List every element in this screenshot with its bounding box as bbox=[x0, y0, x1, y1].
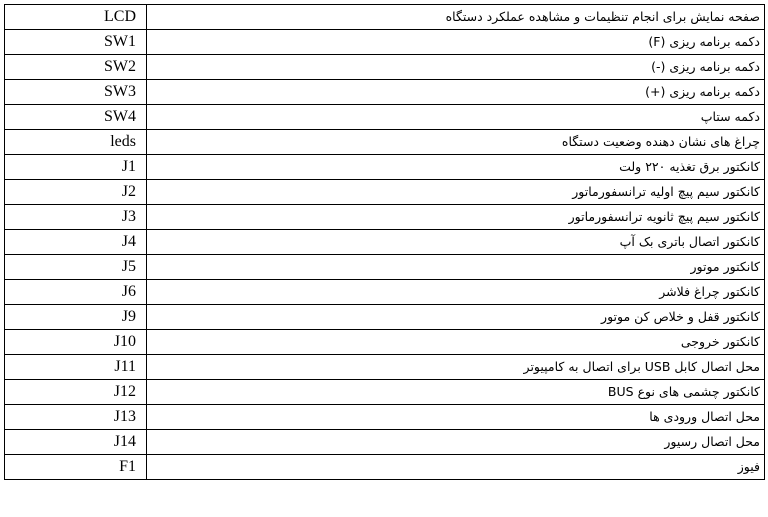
component-description-cell: محل اتصال رسیور bbox=[147, 430, 765, 455]
component-code-cell: J10 bbox=[5, 330, 147, 355]
component-description-cell: کانکتور اتصال باتری بک آپ bbox=[147, 230, 765, 255]
table-row bbox=[5, 230, 765, 255]
component-code-cell: J3 bbox=[5, 205, 147, 230]
component-code-cell: J9 bbox=[5, 305, 147, 330]
component-description-cell: محل اتصال ورودی ها bbox=[147, 405, 765, 430]
table-row bbox=[5, 380, 765, 405]
component-code-cell: J14 bbox=[5, 430, 147, 455]
table-row bbox=[5, 155, 765, 180]
component-code-cell: J11 bbox=[5, 355, 147, 380]
component-description-cell: کانکتور سیم پیچ ثانویه ترانسفورماتور bbox=[147, 205, 765, 230]
components-table bbox=[4, 4, 765, 480]
component-code-cell: LCD bbox=[5, 5, 147, 30]
table-row bbox=[5, 55, 765, 80]
component-description-cell: کانکتور خروجی bbox=[147, 330, 765, 355]
component-description-cell: فیوز bbox=[147, 455, 765, 480]
component-code-cell: F1 bbox=[5, 455, 147, 480]
component-description-cell: کانکتور چشمی های نوع BUS bbox=[147, 380, 765, 405]
table-row bbox=[5, 430, 765, 455]
table-row bbox=[5, 355, 765, 380]
table-row bbox=[5, 180, 765, 205]
component-code-cell: SW3 bbox=[5, 80, 147, 105]
table-row bbox=[5, 280, 765, 305]
component-description-cell: دکمه ستاپ bbox=[147, 105, 765, 130]
component-code-cell: SW2 bbox=[5, 55, 147, 80]
component-description-cell: محل اتصال کابل USB برای اتصال به کامپیوتر bbox=[147, 355, 765, 380]
component-code-cell: J2 bbox=[5, 180, 147, 205]
component-description-cell: کانکتور موتور bbox=[147, 255, 765, 280]
component-code-cell: J4 bbox=[5, 230, 147, 255]
components-table-body bbox=[5, 5, 765, 480]
component-description-cell: کانکتور برق تغذیه ۲۲۰ ولت bbox=[147, 155, 765, 180]
component-code-cell: J1 bbox=[5, 155, 147, 180]
component-description-cell: دکمه برنامه ریزی (F) bbox=[147, 30, 765, 55]
component-description-cell: دکمه برنامه ریزی (+) bbox=[147, 80, 765, 105]
component-code-cell: J12 bbox=[5, 380, 147, 405]
table-row bbox=[5, 330, 765, 355]
table-row bbox=[5, 130, 765, 155]
component-description-cell: کانکتور سیم پیچ اولیه ترانسفورماتور bbox=[147, 180, 765, 205]
table-row bbox=[5, 255, 765, 280]
table-row bbox=[5, 205, 765, 230]
component-code-cell: J13 bbox=[5, 405, 147, 430]
component-code-cell: SW1 bbox=[5, 30, 147, 55]
table-row bbox=[5, 455, 765, 480]
component-code-cell: J6 bbox=[5, 280, 147, 305]
component-description-cell: کانکتور قفل و خلاص کن موتور bbox=[147, 305, 765, 330]
component-description-cell: کانکتور چراغ فلاشر bbox=[147, 280, 765, 305]
component-code-cell: J5 bbox=[5, 255, 147, 280]
table-row bbox=[5, 30, 765, 55]
table-row bbox=[5, 405, 765, 430]
component-description-cell: صفحه نمایش برای انجام تنظیمات و مشاهده عملکرد دستگاه bbox=[147, 5, 765, 30]
component-code-cell: SW4 bbox=[5, 105, 147, 130]
table-row bbox=[5, 5, 765, 30]
component-code-cell: leds bbox=[5, 130, 147, 155]
table-row bbox=[5, 105, 765, 130]
component-description-cell: چراغ های نشان دهنده وضعیت دستگاه bbox=[147, 130, 765, 155]
table-row bbox=[5, 80, 765, 105]
component-description-cell: دکمه برنامه ریزی (-) bbox=[147, 55, 765, 80]
table-row bbox=[5, 305, 765, 330]
